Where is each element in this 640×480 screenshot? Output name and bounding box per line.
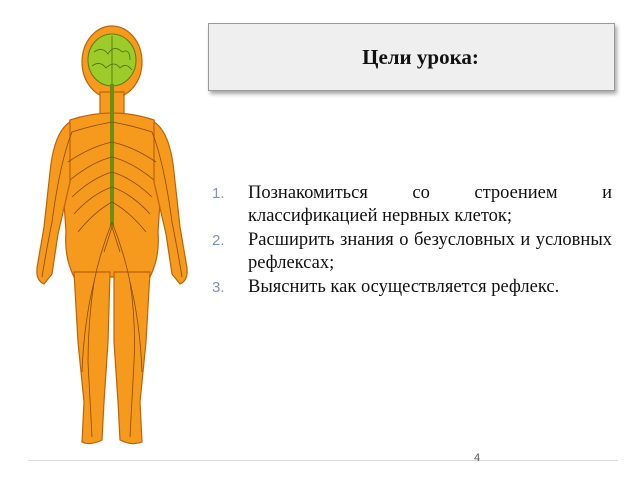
goal-text: Выяснить как осуществляется рефлекс. (248, 277, 560, 297)
nervous-system-illustration (30, 22, 193, 458)
list-number: 3. (212, 279, 225, 296)
page-number: 4 (474, 452, 481, 464)
goal-text: Расширить знания о безусловных и условных рефлексах; (248, 230, 612, 273)
list-item (212, 276, 612, 299)
list-item (212, 229, 612, 275)
list-number: 2. (212, 232, 225, 249)
goals-list (212, 182, 612, 300)
title-box (208, 23, 615, 91)
list-item (212, 182, 612, 228)
slide-title: Цели урока: (362, 44, 479, 69)
list-number: 1. (212, 185, 225, 202)
footer-divider (28, 460, 618, 461)
goal-text: Познакомиться со строением и классификацией нервных клеток; (248, 183, 612, 226)
